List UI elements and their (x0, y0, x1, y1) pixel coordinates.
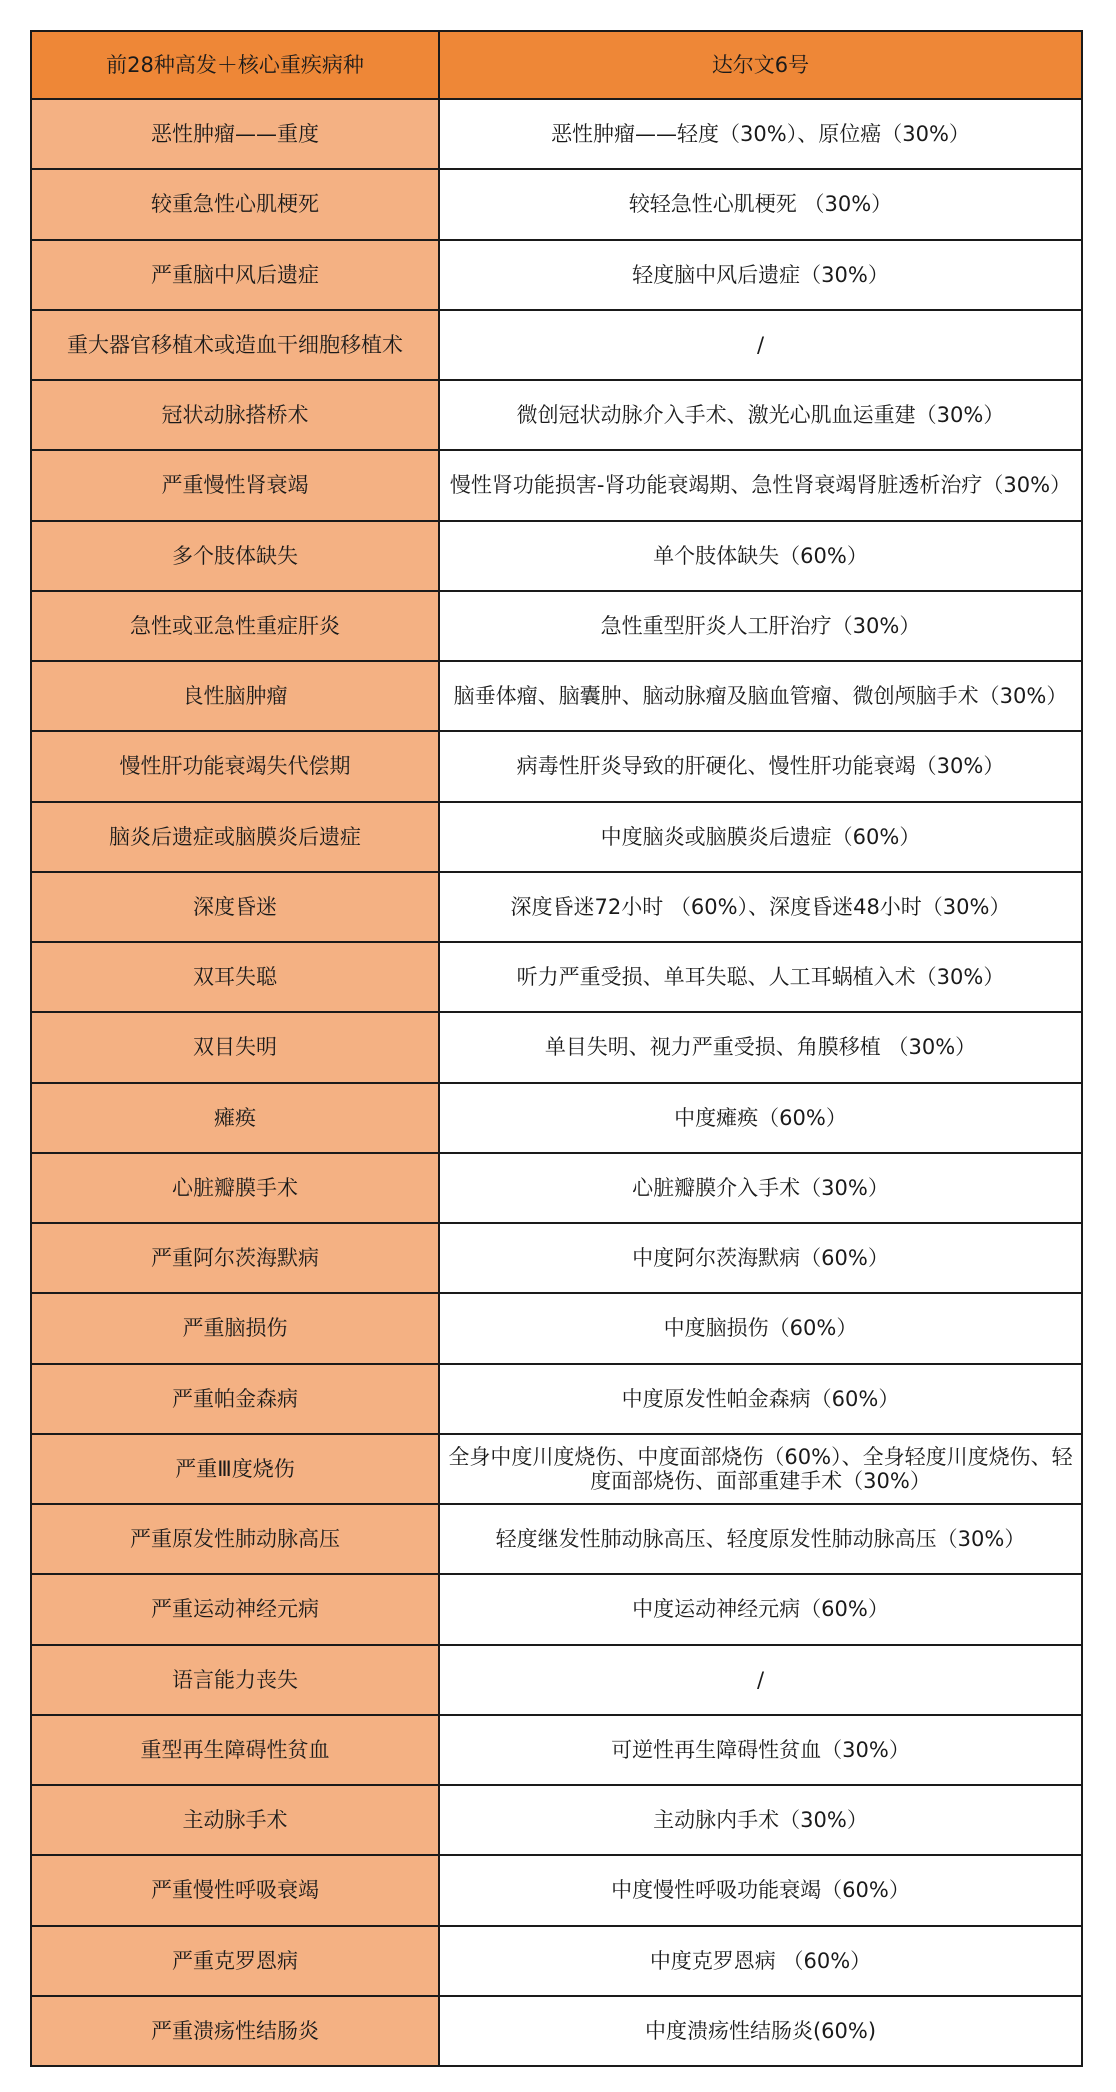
disease-cell: 重大器官移植术或造血干细胞移植术 (31, 310, 439, 380)
table-body (31, 99, 1082, 2066)
disease-cell: 重型再生障碍性贫血 (31, 1715, 439, 1785)
disease-cell: 语言能力丧失 (31, 1645, 439, 1715)
table-row (31, 99, 1082, 169)
disease-cell: 瘫痪 (31, 1083, 439, 1153)
table-row (31, 1293, 1082, 1363)
coverage-cell: 病毒性肝炎导致的肝硬化、慢性肝功能衰竭（30%） (439, 731, 1082, 801)
table-row (31, 1434, 1082, 1504)
disease-cell: 双耳失聪 (31, 942, 439, 1012)
disease-cell: 严重阿尔茨海默病 (31, 1223, 439, 1293)
table-row (31, 1223, 1082, 1293)
table-row (31, 240, 1082, 310)
table-row (31, 591, 1082, 661)
table-row (31, 1012, 1082, 1082)
coverage-cell: 中度原发性帕金森病（60%） (439, 1364, 1082, 1434)
coverage-cell: 心脏瓣膜介入手术（30%） (439, 1153, 1082, 1223)
coverage-cell: 中度溃疡性结肠炎(60%) (439, 1996, 1082, 2066)
table-row (31, 1715, 1082, 1785)
coverage-cell: 可逆性再生障碍性贫血（30%） (439, 1715, 1082, 1785)
disease-cell: 主动脉手术 (31, 1785, 439, 1855)
table-header-row (31, 31, 1082, 99)
table-row (31, 1785, 1082, 1855)
disease-cell: 较重急性心肌梗死 (31, 169, 439, 239)
coverage-cell: 微创冠状动脉介入手术、激光心肌血运重建（30%） (439, 380, 1082, 450)
table-row (31, 380, 1082, 450)
header-product: 达尔文6号 (439, 31, 1082, 99)
coverage-cell: 主动脉内手术（30%） (439, 1785, 1082, 1855)
disease-cell: 严重慢性呼吸衰竭 (31, 1855, 439, 1925)
coverage-cell: 中度慢性呼吸功能衰竭（60%） (439, 1855, 1082, 1925)
disease-cell: 严重克罗恩病 (31, 1926, 439, 1996)
table-row (31, 1153, 1082, 1223)
header-disease: 前28种高发＋核心重疾病种 (31, 31, 439, 99)
disease-cell: 恶性肿瘤——重度 (31, 99, 439, 169)
coverage-cell: 全身中度川度烧伤、中度面部烧伤（60%）、全身轻度川度烧伤、轻度面部烧伤、面部重建手术（30%） (439, 1434, 1082, 1504)
table-row (31, 1083, 1082, 1153)
table-row (31, 1926, 1082, 1996)
coverage-cell: 深度昏迷72小时 （60%）、深度昏迷48小时（30%） (439, 872, 1082, 942)
table-row (31, 521, 1082, 591)
coverage-cell: 轻度继发性肺动脉高压、轻度原发性肺动脉高压（30%） (439, 1504, 1082, 1574)
disease-cell: 慢性肝功能衰竭失代偿期 (31, 731, 439, 801)
coverage-cell: 单个肢体缺失（60%） (439, 521, 1082, 591)
disease-cell: 严重运动神经元病 (31, 1574, 439, 1644)
disease-cell: 严重慢性肾衰竭 (31, 450, 439, 520)
disease-cell: 多个肢体缺失 (31, 521, 439, 591)
table-row (31, 942, 1082, 1012)
coverage-cell: / (439, 1645, 1082, 1715)
coverage-cell: 单目失明、视力严重受损、角膜移植 （30%） (439, 1012, 1082, 1082)
disease-cell: 冠状动脉搭桥术 (31, 380, 439, 450)
comparison-table (30, 30, 1083, 2067)
table-row (31, 1855, 1082, 1925)
disease-cell: 严重脑损伤 (31, 1293, 439, 1363)
table-row (31, 450, 1082, 520)
coverage-cell: 中度脑损伤（60%） (439, 1293, 1082, 1363)
table-row (31, 802, 1082, 872)
coverage-cell: 中度脑炎或脑膜炎后遗症（60%） (439, 802, 1082, 872)
table-row (31, 1504, 1082, 1574)
disease-cell: 心脏瓣膜手术 (31, 1153, 439, 1223)
coverage-cell: 恶性肿瘤——轻度（30%）、原位癌（30%） (439, 99, 1082, 169)
disease-cell: 深度昏迷 (31, 872, 439, 942)
disease-cell: 急性或亚急性重症肝炎 (31, 591, 439, 661)
table-row (31, 169, 1082, 239)
coverage-cell: 听力严重受损、单耳失聪、人工耳蜗植入术（30%） (439, 942, 1082, 1012)
disease-cell: 双目失明 (31, 1012, 439, 1082)
table-row (31, 1996, 1082, 2066)
disease-cell: 严重帕金森病 (31, 1364, 439, 1434)
coverage-cell: 中度克罗恩病 （60%） (439, 1926, 1082, 1996)
table-row (31, 310, 1082, 380)
coverage-cell: 较轻急性心肌梗死 （30%） (439, 169, 1082, 239)
disease-cell: 严重溃疡性结肠炎 (31, 1996, 439, 2066)
coverage-cell: 中度瘫痪（60%） (439, 1083, 1082, 1153)
coverage-cell: 慢性肾功能损害-肾功能衰竭期、急性肾衰竭肾脏透析治疗（30%） (439, 450, 1082, 520)
disease-cell: 严重Ⅲ度烧伤 (31, 1434, 439, 1504)
coverage-cell: 急性重型肝炎人工肝治疗（30%） (439, 591, 1082, 661)
disease-cell: 严重脑中风后遗症 (31, 240, 439, 310)
table-row (31, 1574, 1082, 1644)
coverage-cell: 脑垂体瘤、脑囊肿、脑动脉瘤及脑血管瘤、微创颅脑手术（30%） (439, 661, 1082, 731)
table-row (31, 872, 1082, 942)
disease-cell: 严重原发性肺动脉高压 (31, 1504, 439, 1574)
coverage-cell: / (439, 310, 1082, 380)
coverage-cell: 轻度脑中风后遗症（30%） (439, 240, 1082, 310)
coverage-cell: 中度阿尔茨海默病（60%） (439, 1223, 1082, 1293)
disease-cell: 脑炎后遗症或脑膜炎后遗症 (31, 802, 439, 872)
table-row (31, 731, 1082, 801)
table-row (31, 1645, 1082, 1715)
table-row (31, 661, 1082, 731)
table-row (31, 1364, 1082, 1434)
disease-cell: 良性脑肿瘤 (31, 661, 439, 731)
coverage-cell: 中度运动神经元病（60%） (439, 1574, 1082, 1644)
